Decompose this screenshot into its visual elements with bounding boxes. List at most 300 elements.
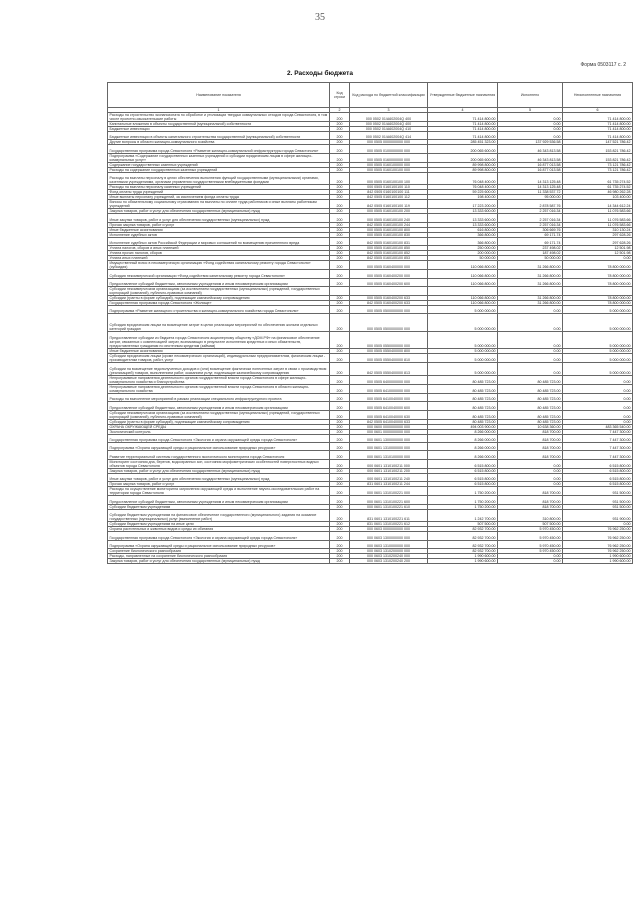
expenditure-table-container xyxy=(107,82,632,564)
row-budget-code-cell: 842 0505 0160100100 853 xyxy=(350,256,428,261)
row-line-code-cell: 200 xyxy=(330,172,350,185)
row-line-code-cell: 200 xyxy=(330,140,350,145)
row-name-cell: Охрана растительных и животных видов и среды их обитания xyxy=(108,527,330,532)
table-row xyxy=(108,209,633,214)
row-name-cell: Расходы на выплаты персоналу казенных учреждений xyxy=(108,185,330,190)
row-name-cell: Предоставление субсидии из бюджета города Севастополя акционерному обществу «ДОМ.РФ» на финансовое обеспечение затрат, связанных с компенсацией затрат, возникающих в результате исполнения кредитных и иных обязательств, предоставленных гражданам по ипотечным кредитам (займам) xyxy=(108,331,330,349)
row-unexecuted-cell: 76 962 250.00 xyxy=(563,527,633,532)
row-unexecuted-cell: 76 962 250.00 xyxy=(563,532,633,540)
row-approved-cell: 8 266 000.00 xyxy=(428,451,498,459)
row-executed-cell: 46 343 813.58 xyxy=(498,153,563,162)
row-approved-cell: 110 066 800.00 xyxy=(428,270,498,278)
row-name-cell: Расходы на выплаты персоналу в целях обеспечения выполнения функций государственными (муниципальными) органами, казенными учреждениями, органами управления государственными внебюджетными фондами xyxy=(108,172,330,185)
row-executed-cell: 11 338 537.72 xyxy=(498,190,563,195)
row-budget-code-cell: 000 0601 1300000000 000 xyxy=(350,434,428,442)
table-row xyxy=(108,393,633,401)
table-row xyxy=(108,522,633,527)
row-name-cell: Государственная программа города Севастополя «Экология и охрана окружающей среды города Севастополя» xyxy=(108,532,330,540)
row-approved-cell: 76 048 400.00 xyxy=(428,172,498,185)
row-line-code-cell: 200 xyxy=(330,549,350,554)
row-approved-cell: 82 932 700.00 xyxy=(428,540,498,548)
row-approved-cell: 366 800.00 xyxy=(428,232,498,237)
row-executed-cell: 10 638 360.00 xyxy=(498,424,563,429)
row-budget-code-cell: 000 0505 0160100100 240 xyxy=(350,214,428,222)
row-name-cell: Уплата прочих налогов, сборов xyxy=(108,251,330,256)
row-line-code-cell: 200 xyxy=(330,487,350,496)
row-approved-cell: 6 515 800.00 xyxy=(428,459,498,468)
row-executed-cell: 0.00 xyxy=(498,559,563,564)
row-unexecuted-cell: 71 414 800.00 xyxy=(563,113,633,122)
row-approved-cell: 13 333 600.00 xyxy=(428,209,498,214)
table-row xyxy=(108,214,633,222)
row-name-cell: Уплата иных платежей xyxy=(108,256,330,261)
table-row xyxy=(108,270,633,278)
row-name-cell: Субсидия некоммерческой организации «Фонд содействия капитальному ремонту города Севастополя» xyxy=(108,270,330,278)
row-name-cell: Исполнение судебных актов Российской Федерации и мировых соглашений по возмещению причиненного вреда xyxy=(108,237,330,245)
row-name-cell: Субсидии бюджетным учреждениям на иные цели xyxy=(108,522,330,527)
row-name-cell: Субсидии (гранты в форме субсидий), подлежащие казначейскому сопровождению xyxy=(108,419,330,424)
row-executed-cell: 0.00 xyxy=(498,314,563,332)
table-row xyxy=(108,145,633,153)
row-approved-cell: 5 000 000.00 xyxy=(428,349,498,354)
row-budget-code-cell: 000 0505 0160100100 800 xyxy=(350,227,428,232)
row-name-cell: Непрограммные направления деятельности органов государственной власти города Севастополя в сфере жилищно-коммунального хозяйства и благоустройства xyxy=(108,375,330,384)
row-budget-code-cell: 000 0603 1310200240 200 xyxy=(350,559,428,564)
row-unexecuted-cell: 71 414 800.00 xyxy=(563,127,633,132)
row-approved-cell: 82 932 700.00 xyxy=(428,549,498,554)
table-row xyxy=(108,402,633,410)
row-name-cell: Содержание государственных казенных учреждений xyxy=(108,162,330,167)
row-executed-cell: 80 485 723.00 xyxy=(498,384,563,393)
row-executed-cell: 0.00 xyxy=(498,331,563,349)
row-executed-cell: 2 257 016.34 xyxy=(498,222,563,227)
row-line-code-cell: 200 xyxy=(330,393,350,401)
table-row xyxy=(108,278,633,286)
column-number: 6 xyxy=(563,108,633,113)
row-executed-cell: 5 970 450.00 xyxy=(498,540,563,548)
row-unexecuted-cell: 5 000 000.00 xyxy=(563,354,633,363)
row-line-code-cell: 200 xyxy=(330,496,350,504)
row-name-cell: Государственная программа города Севастополя «Развитие жилищно-коммунальной инфраструктуры города Севастополя» xyxy=(108,145,330,153)
row-unexecuted-cell: 12 501.98 xyxy=(563,246,633,251)
row-executed-cell: 0.00 xyxy=(498,122,563,127)
header-budget-code: Код расхода по бюджетной классификации xyxy=(350,83,428,108)
expenditure-table xyxy=(107,82,633,564)
row-approved-cell: 17 223 200.00 xyxy=(428,200,498,209)
row-approved-cell: 6 515 800.00 xyxy=(428,473,498,481)
row-line-code-cell: 200 xyxy=(330,305,350,313)
row-budget-code-cell: 000 0601 1310100211 200 xyxy=(350,468,428,473)
row-budget-code-cell: 000 0505 0160100000 000 xyxy=(350,162,428,167)
row-approved-cell: 5 000 000.00 xyxy=(428,354,498,363)
row-approved-cell: 110 066 800.00 xyxy=(428,300,498,305)
row-unexecuted-cell: 931 900.00 xyxy=(563,509,633,522)
row-budget-code-cell: 000 0601 1310000000 000 xyxy=(350,443,428,451)
row-line-code-cell: 200 xyxy=(330,162,350,167)
row-approved-cell: 89 998 800.00 xyxy=(428,162,498,167)
row-name-cell: Расходы на строительство экопансионата по обработке и утилизации твердых коммунальных отходов города Севастополя, в том числе проектно-изыскательские работы xyxy=(108,113,330,122)
row-executed-cell: 306 669.76 xyxy=(498,227,563,232)
row-name-cell: Подпрограмма «Охрана окружающей среды и рациональное использование природных ресурсов» xyxy=(108,443,330,451)
row-name-cell: Субсидии на возмещение недополученных доходов и (или) возмещение фактически понесенных затрат в связи с производством (реализацией) товаров, выполнением работ, оказанием услуг, подлежащие казначейскому сопровождению xyxy=(108,363,330,376)
row-name-cell: Бюджетные инвестиции в объекты капитального строительства государственной (муниципальной) собственности xyxy=(108,132,330,140)
row-budget-code-cell: 000 0601 1310100221 000 xyxy=(350,487,428,496)
row-line-code-cell: 200 xyxy=(330,113,350,122)
row-name-cell: ОХРАНА ОКРУЖАЮЩЕЙ СРЕДЫ xyxy=(108,424,330,429)
row-unexecuted-cell: 0.00 xyxy=(563,522,633,527)
row-unexecuted-cell: 1 990 600.00 xyxy=(563,559,633,564)
row-name-cell: Взносы по обязательному социальному страхованию на выплаты по оплате труда работников и иные выплаты работникам учреждений xyxy=(108,200,330,209)
row-unexecuted-cell: 153 821 786.42 xyxy=(563,145,633,153)
table-row xyxy=(108,532,633,540)
row-approved-cell: 13 333 600.00 xyxy=(428,222,498,227)
row-name-cell: Капитальные вложения в объекты государственной (муниципальной) собственности xyxy=(108,122,330,127)
table-row xyxy=(108,487,633,496)
table-row xyxy=(108,540,633,548)
row-line-code-cell: 200 xyxy=(330,300,350,305)
row-budget-code-cell: 000 0601 1310100211 000 xyxy=(350,459,428,468)
row-unexecuted-cell: 7 447 300.00 xyxy=(563,429,633,434)
row-budget-code-cell: 000 0502 01/A602004Q 414 xyxy=(350,132,428,140)
row-name-cell: Субсидии (гранты в форме субсидий), подлежащие казначейскому сопровождению xyxy=(108,295,330,300)
row-budget-code-cell: 000 0505 0160100100 000 xyxy=(350,167,428,172)
row-unexecuted-cell: 0.00 xyxy=(563,384,633,393)
table-body xyxy=(108,113,633,564)
row-line-code-cell: 200 xyxy=(330,540,350,548)
row-budget-code-cell: 000 0601 1310100221 610 xyxy=(350,504,428,509)
row-approved-cell: 110 066 800.00 xyxy=(428,261,498,270)
table-row xyxy=(108,434,633,442)
table-row xyxy=(108,459,633,468)
row-line-code-cell: 200 xyxy=(330,331,350,349)
row-unexecuted-cell: 7 447 300.00 xyxy=(563,434,633,442)
row-unexecuted-cell: 310 130.24 xyxy=(563,227,633,232)
row-name-cell: Сохранение биологического разнообразия xyxy=(108,549,330,554)
table-row xyxy=(108,185,633,190)
row-name-cell: Иные закупки товаров, работ и услуг для обеспечения государственных (муниципальных) нужд xyxy=(108,214,330,222)
row-approved-cell: 5 000 000.00 xyxy=(428,314,498,332)
row-unexecuted-cell: 6 515 800.00 xyxy=(563,482,633,487)
row-line-code-cell: 200 xyxy=(330,419,350,424)
row-line-code-cell: 200 xyxy=(330,122,350,127)
column-number: 5 xyxy=(498,108,563,113)
row-approved-cell xyxy=(428,286,498,295)
row-executed-cell: 0.00 xyxy=(498,349,563,354)
column-number: 1 xyxy=(108,108,330,113)
row-budget-code-cell: 000 0505 0160100100 200 xyxy=(350,209,428,214)
row-budget-code-cell: 842 0505 0160100100 244 xyxy=(350,222,428,227)
row-executed-cell: 507 500.00 xyxy=(498,522,563,527)
row-name-cell: Подпрограмма «Развитие жилищного строительства и жилищно-коммунального хозяйства города Севастополя» xyxy=(108,305,330,313)
row-unexecuted-cell: 0.00 xyxy=(563,393,633,401)
row-name-cell: Уплата налогов, сборов и иных платежей xyxy=(108,246,330,251)
row-name-cell: Расходы на осуществление мониторинга загрязнения окружающей среды и выполнение научно-исследовательских работ на территории города Севастополя xyxy=(108,487,330,496)
row-line-code-cell: 200 xyxy=(330,402,350,410)
row-line-code-cell: 200 xyxy=(330,270,350,278)
table-row xyxy=(108,559,633,564)
header-unexecuted: Неисполненные назначения xyxy=(563,83,633,108)
row-line-code-cell: 200 xyxy=(330,443,350,451)
row-approved-cell: 13 333 600.00 xyxy=(428,214,498,222)
table-row xyxy=(108,509,633,522)
table-row xyxy=(108,331,633,349)
row-executed-cell: 0.00 xyxy=(498,113,563,122)
row-unexecuted-cell: 46 980 262.28 xyxy=(563,190,633,195)
row-budget-code-cell: 831 0601 1310100221 612 xyxy=(350,522,428,527)
row-unexecuted-cell: 78 800 000.00 xyxy=(563,270,633,278)
row-unexecuted-cell: 297 628.26 xyxy=(563,232,633,237)
row-executed-cell: 80 485 723.00 xyxy=(498,393,563,401)
row-executed-cell: 818 700.00 xyxy=(498,429,563,434)
row-executed-cell: 5 970 450.00 xyxy=(498,532,563,540)
row-unexecuted-cell: 6 515 800.00 xyxy=(563,468,633,473)
row-budget-code-cell: 000 0505 0000000000 000 xyxy=(350,140,428,145)
row-unexecuted-cell: 11 076 583.66 xyxy=(563,209,633,214)
section-title: 2. Расходы бюджета xyxy=(287,70,353,77)
row-unexecuted-cell: 73 121 786.42 xyxy=(563,167,633,172)
row-executed-cell: 16 877 013.58 xyxy=(498,167,563,172)
table-row xyxy=(108,314,633,332)
row-name-cell: Развитие территориальной системы государственного экологического мониторинга города Севастополя xyxy=(108,451,330,459)
row-executed-cell: 310 800.00 xyxy=(498,509,563,522)
row-approved-cell: 616 800.00 xyxy=(428,227,498,232)
row-approved-cell: 71 414 800.00 xyxy=(428,132,498,140)
row-approved-cell: 5 000 000.00 xyxy=(428,331,498,349)
row-budget-code-cell: 000 0601 1310100221 600 xyxy=(350,496,428,504)
row-executed-cell: 5 970 450.00 xyxy=(498,549,563,554)
table-row xyxy=(108,443,633,451)
row-name-cell: Предоставление субсидий бюджетным, автономным учреждениям и иным некоммерческим организациям xyxy=(108,402,330,410)
table-row xyxy=(108,496,633,504)
row-line-code-cell: 200 xyxy=(330,127,350,132)
row-budget-code-cell: 000 0603 0000000000 000 xyxy=(350,527,428,532)
row-name-cell: Расходы, направленные на сохранение биологического разнообразия xyxy=(108,554,330,559)
page-number: 35 xyxy=(315,12,325,23)
row-executed-cell: 0.00 xyxy=(498,554,563,559)
header-executed: Исполнено xyxy=(498,83,563,108)
row-line-code-cell: 200 xyxy=(330,468,350,473)
row-budget-code-cell: 000 0505 0500000000 000 xyxy=(350,314,428,332)
form-code: Форма 0503117 с. 2 xyxy=(580,62,626,68)
row-unexecuted-cell: 71 414 800.00 xyxy=(563,132,633,140)
row-executed-cell: 0.00 xyxy=(498,132,563,140)
table-row xyxy=(108,122,633,127)
row-line-code-cell: 200 xyxy=(330,145,350,153)
row-budget-code-cell: 000 0502 01/A602004Q 410 xyxy=(350,127,428,132)
row-executed-cell: 818 700.00 xyxy=(498,504,563,509)
row-name-cell: Прочая закупка товаров, работ и услуг xyxy=(108,482,330,487)
row-approved-cell: 200 065 600.00 xyxy=(428,145,498,153)
row-line-code-cell: 200 xyxy=(330,209,350,214)
row-budget-code-cell: 842 0505 6410040000 633 xyxy=(350,419,428,424)
row-name-cell: Закупка товаров, работ и услуг для обеспечения государственных (муниципальных) нужд xyxy=(108,209,330,214)
row-name-cell: Подпрограмма «Содержание государственных казенных учреждений и субсидии юридическим лицам в сфере жилищно-коммунальных услуг» xyxy=(108,153,330,162)
row-budget-code-cell: 842 0505 0160100100 852 xyxy=(350,251,428,256)
row-unexecuted-cell: 12 501.98 xyxy=(563,251,633,256)
row-unexecuted-cell: 147 521 786.42 xyxy=(563,140,633,145)
row-line-code-cell: 200 xyxy=(330,190,350,195)
row-unexecuted-cell: 78 800 000.00 xyxy=(563,300,633,305)
row-budget-code-cell: 000 0505 6410040000 000 xyxy=(350,393,428,401)
row-line-code-cell: 200 xyxy=(330,278,350,286)
row-unexecuted-cell: 7 447 300.00 xyxy=(563,443,633,451)
table-row xyxy=(108,261,633,270)
row-approved-cell: 110 066 800.00 xyxy=(428,295,498,300)
row-line-code-cell: 200 xyxy=(330,482,350,487)
table-row xyxy=(108,554,633,559)
row-name-cell: Иные закупки товаров, работ и услуг для обеспечения государственных (муниципальных) нужд xyxy=(108,473,330,481)
row-budget-code-cell: 000 0600 0000000000 000 xyxy=(350,424,428,429)
table-row xyxy=(108,363,633,376)
table-row xyxy=(108,354,633,363)
row-approved-cell: 6 515 800.00 xyxy=(428,468,498,473)
row-executed-cell: 137 929 536.58 xyxy=(498,140,563,145)
row-budget-code-cell: 000 0601 1310100000 000 xyxy=(350,451,428,459)
row-name-cell: Субсидии бюджетным учреждениям на финансовое обеспечение государственного (муниципального) задания на оказание государственных (муниципальных) услуг (выполнение работ) xyxy=(108,509,330,522)
row-budget-code-cell: 000 0505 0160000000 000 xyxy=(350,153,428,162)
row-executed-cell: 5 970 450.00 xyxy=(498,527,563,532)
table-row xyxy=(108,410,633,419)
table-row xyxy=(108,167,633,172)
row-approved-cell: 1 750 200.00 xyxy=(428,487,498,496)
row-line-code-cell: 200 xyxy=(330,256,350,261)
row-line-code-cell: 200 xyxy=(330,232,350,237)
row-approved-cell: 494 003 900.00 xyxy=(428,424,498,429)
row-approved-cell: 8 266 000.00 xyxy=(428,443,498,451)
column-number: 4 xyxy=(428,108,498,113)
row-line-code-cell: 200 xyxy=(330,214,350,222)
row-approved-cell: 50 000.00 xyxy=(428,256,498,261)
row-approved-cell: 1 990 600.00 xyxy=(428,554,498,559)
header-approved: Утвержденные бюджетные назначения xyxy=(428,83,498,108)
row-executed-cell: 0.00 xyxy=(498,482,563,487)
row-executed-cell: 2 257 016.34 xyxy=(498,209,563,214)
row-budget-code-cell: 842 0505 0160100100 112 xyxy=(350,195,428,200)
row-name-cell: Закупка товаров, работ и услуг для обеспечения государственных (муниципальных) нужд xyxy=(108,468,330,473)
row-line-code-cell: 200 xyxy=(330,295,350,300)
row-line-code-cell: 200 xyxy=(330,363,350,376)
row-approved-cell: 285 451 323.00 xyxy=(428,140,498,145)
row-approved-cell: 1 750 200.00 xyxy=(428,496,498,504)
row-budget-code-cell: 000 0505 0160400200 000 xyxy=(350,270,428,278)
row-budget-code-cell: 000 0505 0160400200 633 xyxy=(350,295,428,300)
row-unexecuted-cell: 297 628.26 xyxy=(563,237,633,245)
row-line-code-cell: 200 xyxy=(330,349,350,354)
row-budget-code-cell: 000 0603 1310000000 000 xyxy=(350,540,428,548)
row-line-code-cell: 200 xyxy=(330,509,350,522)
row-approved-cell: 110 066 800.00 xyxy=(428,278,498,286)
row-budget-code-cell: 000 0505 0160400200 600 xyxy=(350,278,428,286)
table-row xyxy=(108,200,633,209)
column-number: 3 xyxy=(350,108,428,113)
row-name-cell: Субсидии бюджетным учреждениям xyxy=(108,504,330,509)
header-name: Наименование показателя xyxy=(108,83,330,108)
row-budget-code-cell xyxy=(350,286,428,295)
table-row xyxy=(108,305,633,313)
row-executed-cell: 16 877 013.58 xyxy=(498,162,563,167)
row-budget-code-cell: 000 0505 6400000000 000 xyxy=(350,375,428,384)
row-executed-cell: 69 171.74 xyxy=(498,232,563,237)
row-name-cell: Субсидии некоммерческим организациям (за исключением государственных (муниципальных) учреждений, государственных корпораций (компаний), публично-правовых компаний) xyxy=(108,286,330,295)
row-approved-cell: 80 485 723.00 xyxy=(428,419,498,424)
row-budget-code-cell: 000 0601 0000000000 000 xyxy=(350,429,428,434)
table-row xyxy=(108,527,633,532)
row-name-cell: Субсидии некоммерческим организациям (за исключением государственных (муниципальных) учреждений, государственных корпораций (компаний), публично-правовых компаний) xyxy=(108,410,330,419)
row-name-cell: Прочая закупка товаров, работ и услуг xyxy=(108,222,330,227)
row-unexecuted-cell: 61 735 274.52 xyxy=(563,185,633,190)
row-approved-cell: 200 065 600.00 xyxy=(428,153,498,162)
row-unexecuted-cell: 0.00 xyxy=(563,402,633,410)
row-approved-cell: 366 800.00 xyxy=(428,237,498,245)
row-executed-cell: 46 343 813.58 xyxy=(498,145,563,153)
row-approved-cell: 71 414 800.00 xyxy=(428,127,498,132)
row-budget-code-cell: 000 0603 1310200000 000 xyxy=(350,549,428,554)
row-budget-code-cell: 000 0505 0550400000 800 xyxy=(350,349,428,354)
row-line-code-cell: 200 xyxy=(330,251,350,256)
row-budget-code-cell: 000 0505 6410000000 000 xyxy=(350,384,428,393)
row-budget-code-cell: 000 0505 0160100100 100 xyxy=(350,172,428,185)
row-approved-cell: 82 932 700.00 xyxy=(428,532,498,540)
row-executed-cell: 14 313 125.48 xyxy=(498,185,563,190)
row-line-code-cell: 200 xyxy=(330,246,350,251)
row-executed-cell: 818 700.00 xyxy=(498,496,563,504)
row-name-cell: Мониторинг состояния дна, берегов, водоохранных зон, состояния морфометрических особенностей поверхностных водных объектов города Севастополя xyxy=(108,459,330,468)
row-executed-cell: 0.00 xyxy=(498,127,563,132)
row-unexecuted-cell: 71 414 800.00 xyxy=(563,122,633,127)
row-approved-cell: 8 266 000.00 xyxy=(428,434,498,442)
row-executed-cell: 80 485 723.00 xyxy=(498,375,563,384)
row-name-cell: Имущественный взнос в некоммерческую организацию «Фонд содействия капитальному ремонту города Севастополя» (субсидия) xyxy=(108,261,330,270)
row-unexecuted-cell: 76 962 250.00 xyxy=(563,540,633,548)
row-executed-cell: 0.00 xyxy=(498,354,563,363)
row-unexecuted-cell: 1 990 600.00 xyxy=(563,554,633,559)
row-executed-cell: 2 878 587.76 xyxy=(498,200,563,209)
row-approved-cell: 80 485 723.00 xyxy=(428,384,498,393)
row-line-code-cell: 200 xyxy=(330,424,350,429)
row-approved-cell: 507 500.00 xyxy=(428,522,498,527)
row-name-cell: Другие вопросы в области жилищно-коммунального хозяйства xyxy=(108,140,330,145)
row-unexecuted-cell: 0.00 xyxy=(563,410,633,419)
row-unexecuted-cell: 483 365 540.00 xyxy=(563,424,633,429)
row-line-code-cell: 200 xyxy=(330,410,350,419)
table-row xyxy=(108,162,633,167)
row-line-code-cell: 200 xyxy=(330,559,350,564)
row-budget-code-cell: 000 0603 1310200240 000 xyxy=(350,554,428,559)
row-executed-cell: 0.00 xyxy=(498,459,563,468)
row-executed-cell: 0.00 xyxy=(498,305,563,313)
table-row xyxy=(108,132,633,140)
row-name-cell: Расходы на выполнение мероприятий в рамках реализации специального инфраструктурного проекта xyxy=(108,393,330,401)
row-unexecuted-cell: 78 800 000.00 xyxy=(563,261,633,270)
row-unexecuted-cell: 78 800 000.00 xyxy=(563,295,633,300)
row-line-code-cell: 200 xyxy=(330,132,350,140)
table-row xyxy=(108,237,633,245)
row-unexecuted-cell: 0.00 xyxy=(563,256,633,261)
row-line-code-cell: 200 xyxy=(330,459,350,468)
row-executed-cell: 31 266 800.00 xyxy=(498,278,563,286)
row-approved-cell: 82 932 700.00 xyxy=(428,527,498,532)
row-unexecuted-cell: 14 344 612.24 xyxy=(563,200,633,209)
row-line-code-cell: 200 xyxy=(330,473,350,481)
row-unexecuted-cell: 103 400.00 xyxy=(563,195,633,200)
table-row xyxy=(108,140,633,145)
row-executed-cell: 0.00 xyxy=(498,363,563,376)
row-line-code-cell: 200 xyxy=(330,384,350,393)
row-name-cell: Непрограммные направления деятельности органов государственной власти города Севастополя в области жилищно-коммунального хозяйства xyxy=(108,384,330,393)
row-line-code-cell: 200 xyxy=(330,314,350,332)
row-budget-code-cell: 000 0505 0160100100 830 xyxy=(350,232,428,237)
row-line-code-cell: 200 xyxy=(330,504,350,509)
